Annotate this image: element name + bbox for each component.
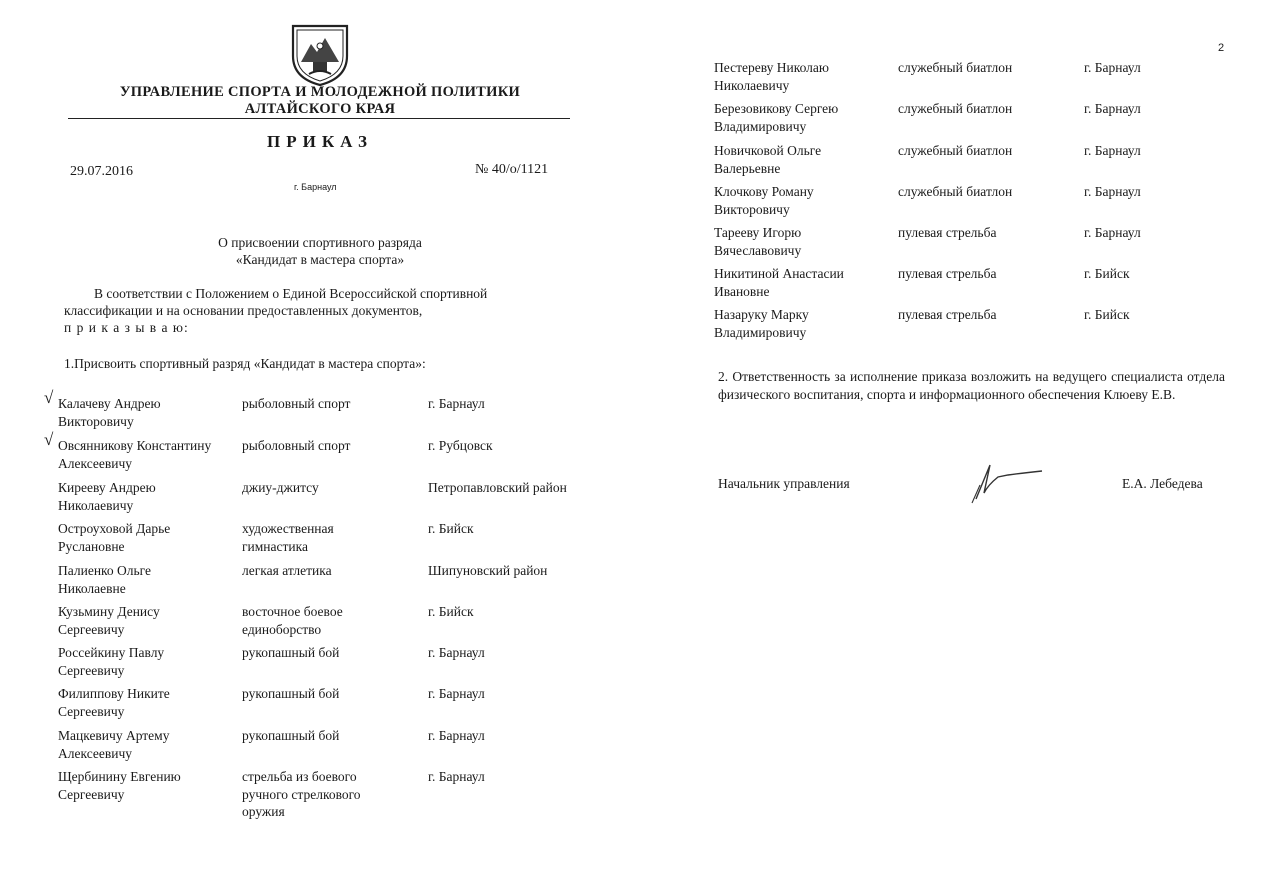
sport [242, 520, 422, 555]
name-line2: Николаевне [58, 580, 126, 596]
page-number: 2 [1218, 42, 1225, 54]
sport: пулевая стрельба [898, 307, 997, 322]
sport-line1: легкая атлетика [242, 563, 332, 578]
name-line1: Щербинину Евгению [58, 769, 181, 784]
item-1-heading: 1.Присвоить спортивный разряд «Кандидат в мастера спорта»: [64, 356, 426, 371]
name-line1: Березовикову Сергею [714, 101, 839, 116]
name-line2: Ивановне [714, 283, 770, 299]
name-line1: Кирееву Андрею [58, 480, 156, 495]
name-line1: Палиенко Ольге [58, 563, 152, 578]
responsibility-clause: 2. Ответственность за исполнение приказа возложить на ведущего специалиста отдела физического воспитания, спорта и информационного обеспечения Клюеву Е.В. [718, 369, 1225, 402]
signatory-title: Начальник управления [718, 476, 850, 491]
candidate-name [714, 142, 899, 177]
sport: служебный биатлон [898, 60, 1013, 75]
city: г. Бийск [428, 604, 474, 619]
subject-line2: «Кандидат в мастера спорта» [235, 252, 405, 267]
city: г. Бийск [1084, 266, 1130, 281]
candidate-name [58, 395, 243, 430]
candidate-name [58, 603, 243, 638]
candidate-name [714, 59, 899, 94]
header-rule [68, 118, 570, 119]
signatory-name: Е.А. Лебедева [1122, 476, 1203, 491]
sport-line1: рукопашный бой [242, 686, 340, 701]
name-line2: Сергеевичу [58, 621, 125, 637]
sport-line1: стрельба из боевого [242, 769, 357, 784]
sport: служебный биатлон [898, 143, 1013, 158]
name-line2: Сергеевичу [58, 703, 125, 719]
name-line2: Валерьевне [714, 160, 781, 176]
city: г. Барнаул [428, 769, 485, 784]
name-line1: Пестереву Николаю [714, 60, 829, 75]
city: г. Барнаул [428, 686, 485, 701]
name-line1: Никитиной Анастасии [714, 266, 844, 281]
sport [242, 395, 422, 413]
candidate-name [58, 437, 243, 472]
order-number: № 40/о/1121 [475, 162, 549, 177]
candidate-name [58, 685, 243, 720]
sport [242, 644, 422, 662]
sport-line1: восточное боевое [242, 604, 343, 619]
sport [242, 727, 422, 745]
subject-line1: О присвоении спортивного разряда [218, 235, 422, 250]
candidate-name [714, 100, 899, 135]
candidate-name [58, 562, 243, 597]
name-line1: Калачеву Андрею [58, 396, 161, 411]
coat-of-arms-emblem [287, 22, 353, 88]
sport [242, 479, 422, 497]
name-line1: Тарееву Игорю [714, 225, 802, 240]
candidate-name [714, 183, 899, 218]
sport: пулевая стрельба [898, 225, 997, 240]
city: г. Бийск [1084, 307, 1130, 322]
preamble [64, 285, 554, 336]
candidate-name [714, 265, 899, 300]
name-line2: Сергеевичу [58, 662, 125, 678]
check-mark-icon: √ [44, 430, 54, 449]
page-2 [640, 0, 1280, 880]
sport-line1: рыболовный спорт [242, 396, 351, 411]
org-name-line2: АЛТАЙСКОГО КРАЯ [244, 101, 396, 117]
order-word: п р и к а з ы в а ю: [64, 320, 189, 335]
sport [242, 685, 422, 703]
name-line1: Овсянникову Константину [58, 438, 212, 453]
sport-line2: единоборство [242, 621, 322, 637]
name-line1: Назаруку Марку [714, 307, 809, 322]
name-line2: Владимировичу [714, 118, 807, 134]
name-line2: Вячеславовичу [714, 242, 802, 258]
name-line2: Викторовичу [714, 201, 790, 217]
order-subject [0, 234, 640, 268]
name-line1: Остроуховой Дарье [58, 521, 171, 536]
city: г. Барнаул [1084, 60, 1141, 75]
city: г. Барнаул [428, 728, 485, 743]
name-line1: Кузьмину Денису [58, 604, 160, 619]
city: Шипуновский район [428, 563, 548, 578]
check-mark-icon: √ [44, 388, 54, 407]
name-line1: Россейкину Павлу [58, 645, 165, 660]
city: г. Барнаул [1084, 184, 1141, 199]
city: г. Барнаул [1084, 101, 1141, 116]
preamble-text: В соответствии с Положением о Единой Всероссийской спортивной классификации и на основании предоставленных документов, [64, 286, 488, 318]
candidate-name [58, 479, 243, 514]
order-city: г. Барнаул [294, 182, 337, 192]
order-date: 29.07.2016 [70, 164, 133, 179]
name-line2: Викторовичу [58, 413, 134, 429]
signature-mark [968, 455, 1048, 505]
name-line2: Алексеевичу [58, 745, 132, 761]
candidate-name [58, 768, 243, 803]
sport: служебный биатлон [898, 184, 1013, 199]
org-name-line1: УПРАВЛЕНИЕ СПОРТА И МОЛОДЕЖНОЙ ПОЛИТИКИ [119, 84, 521, 100]
name-line2: Руслановне [58, 538, 125, 554]
sport [242, 768, 422, 821]
sport [242, 562, 422, 580]
candidate-name [58, 727, 243, 762]
candidate-name [58, 644, 243, 679]
candidate-name [58, 520, 243, 555]
city: г. Барнаул [428, 645, 485, 660]
name-line2: Николаевичу [714, 77, 790, 93]
sport: служебный биатлон [898, 101, 1013, 116]
city: г. Барнаул [1084, 225, 1141, 240]
sport [242, 603, 422, 638]
candidate-name [714, 224, 899, 259]
sport-line2: гимнастика [242, 538, 308, 554]
name-line1: Клочкову Роману [714, 184, 814, 199]
sport-line1: рукопашный бой [242, 728, 340, 743]
name-line2: Сергеевичу [58, 786, 125, 802]
city: г. Барнаул [428, 396, 485, 411]
sport [242, 437, 422, 455]
city: г. Бийск [428, 521, 474, 536]
sport: пулевая стрельба [898, 266, 997, 281]
candidate-name [714, 306, 899, 341]
sport-line1: художественная [242, 521, 334, 536]
sport-line1: рыболовный спорт [242, 438, 351, 453]
city: Петропавловский район [428, 480, 567, 495]
name-line1: Филиппову Никите [58, 686, 170, 701]
sport-line1: рукопашный бой [242, 645, 340, 660]
order-title: ПРИКАЗ [267, 132, 373, 151]
sport-line1: джиу-джитсу [242, 480, 319, 495]
name-line1: Мацкевичу Артему [58, 728, 170, 743]
name-line2: Алексеевичу [58, 455, 132, 471]
city: г. Рубцовск [428, 438, 493, 453]
name-line2: Николаевичу [58, 497, 134, 513]
city: г. Барнаул [1084, 143, 1141, 158]
sport-line2: ручного стрелкового [242, 786, 361, 802]
name-line1: Новичковой Ольге [714, 143, 822, 158]
name-line2: Владимировичу [714, 324, 807, 340]
sport-line3: оружия [242, 804, 285, 819]
